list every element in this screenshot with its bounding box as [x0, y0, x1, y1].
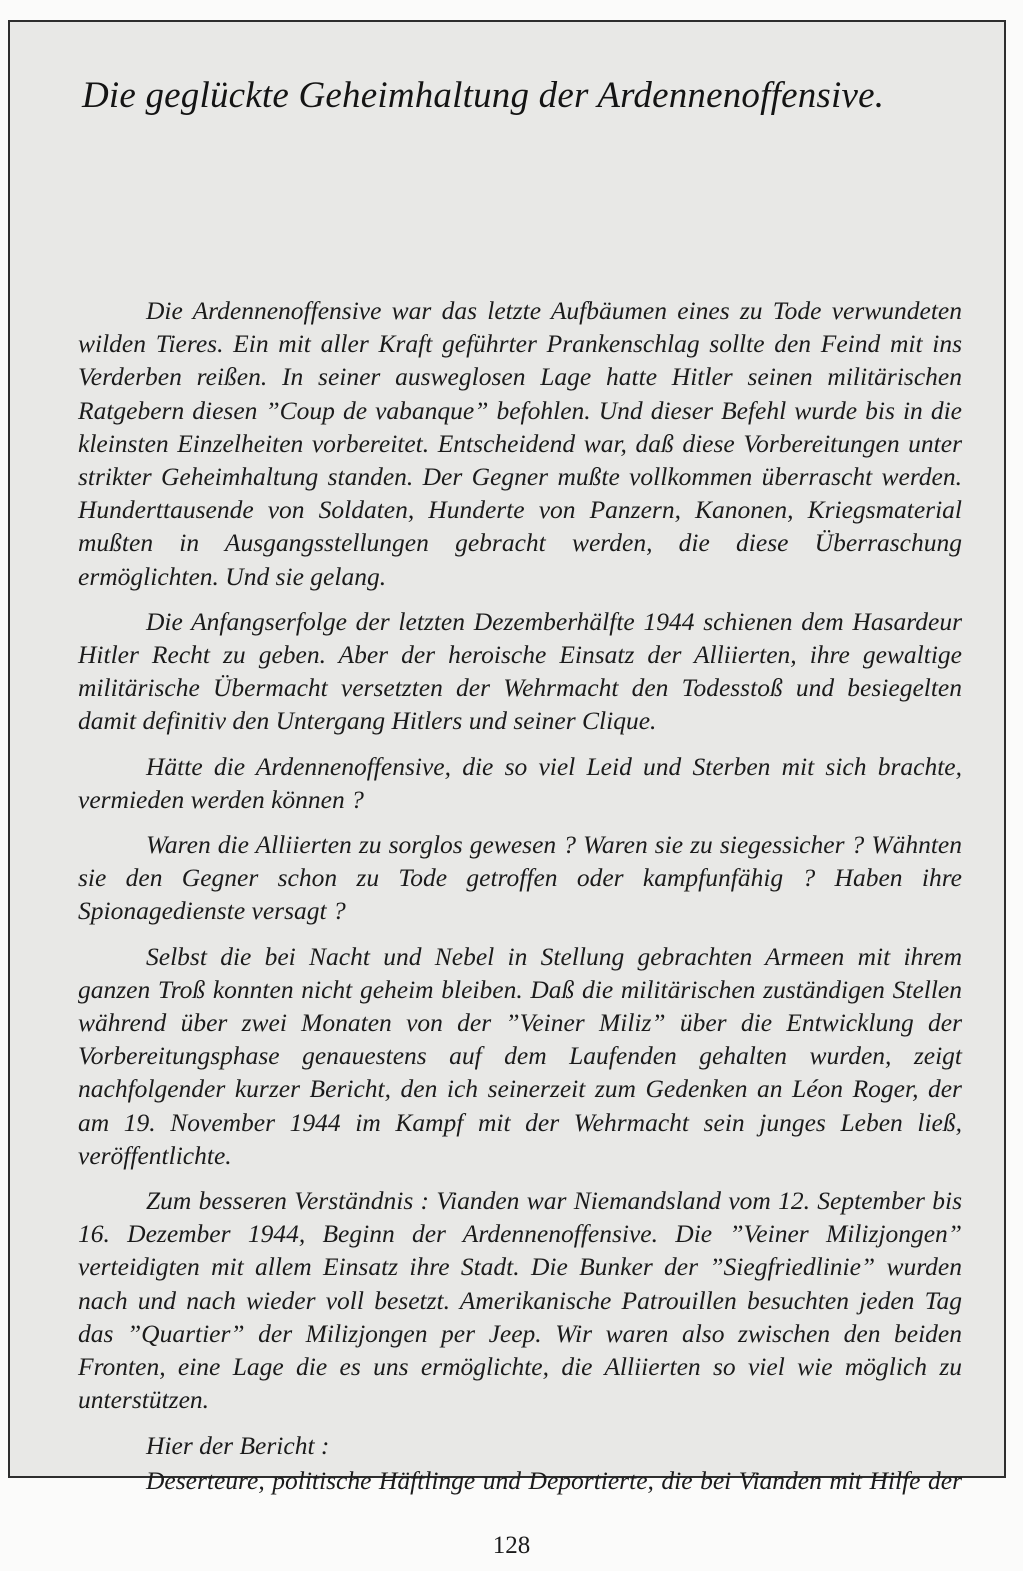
paragraph: Die Ardennenoffensive war das letzte Aufbäumen eines zu Tode verwundeten wilden Tieres. Ein mit aller Kraft geführter Prankenschlag sollte den Feind mit ins Verderben reißen. In seiner ausweglosen Lage hatte Hitler seinen militärischen Ratgebern diesen ”Coup de vabanque” befohlen. Und dieser Befehl wurde bis in die kleinsten Einzelheiten vorbereitet. Entscheidend war, daß diese Vorbereitungen unter strikter Geheimhaltung standen. Der Gegner mußte vollkommen überrascht werden. Hunderttausende von Soldaten, Hunderte von Panzern, Kanonen, Kriegsmaterial mußten in Ausgangsstellungen gebracht werden, die diese Überraschung ermöglichten. Und sie gelang. — [78, 296, 962, 591]
paragraph: Hier der Bericht : — [146, 1430, 330, 1460]
paragraph: Selbst die bei Nacht und Nebel in Stellung gebrachten Armeen mit ihrem ganzen Troß konnten nicht geheim bleiben. Daß die militärischen zuständigen Stellen während über zwei Monaten von der ”Veiner Miliz” über die Entwicklung der Vorbereitungsphase genauestens auf dem Laufenden gehalten wurden, zeigt nachfolgender kurzer Bericht, den ich seinerzeit zum Gedenken an Léon Roger, der am 19. November 1944 im Kampf mit der Wehrmacht sein junges Leben ließ, veröffentlichte. — [78, 941, 962, 1170]
paragraph: Waren die Alliierten zu sorglos gewesen ? Waren sie zu siegessicher ? Wähnten sie den Gegner schon zu Tode getroffen oder kampfunfähig ? Haben ihre Spionagedienste versagt ? — [78, 830, 962, 926]
paragraph: Deserteure, politische Häftlinge und Deportierte, die bei Vianden mit Hilfe der — [146, 1465, 962, 1495]
paragraph: Die Anfangserfolge der letzten Dezemberhälfte 1944 schienen dem Hasardeur Hitler Recht zu geben. Aber der heroische Einsatz der Alliierten, ihre gewaltige militärische Übermacht versetzten der Wehrmacht den Todesstoß und besiegelten damit definitiv den Untergang Hitlers und seiner Clique. — [78, 606, 962, 736]
article-body — [78, 294, 962, 1509]
page-number: 128 — [492, 1532, 531, 1559]
text-panel — [8, 20, 1006, 1495]
paragraph: Hätte die Ardennenoffensive, die so viel Leid und Sterben mit sich brachte, vermieden werden können ? — [78, 751, 962, 814]
paragraph: Zum besseren Verständnis : Vianden war Niemandsland vom 12. September bis 16. Dezember 1944, Beginn der Ardennenoffensive. Die ”Veiner Milizjongen” verteidigten mit allem Einsatz ihre Stadt. Die Bunker der ”Siegfriedlinie” wurden nach und nach wieder voll besetzt. Amerikanische Patrouillen besuchten jeden Tag das ”Quartier” der Milizjongen per Jeep. Wir waren also zwischen den beiden Fronten, eine Lage die es uns ermöglichte, die Alliierten so viel wie möglich zu unterstützen. — [78, 1186, 962, 1415]
page-title: Die geglückte Geheimhaltung der Ardennenoffensive. — [82, 75, 885, 116]
